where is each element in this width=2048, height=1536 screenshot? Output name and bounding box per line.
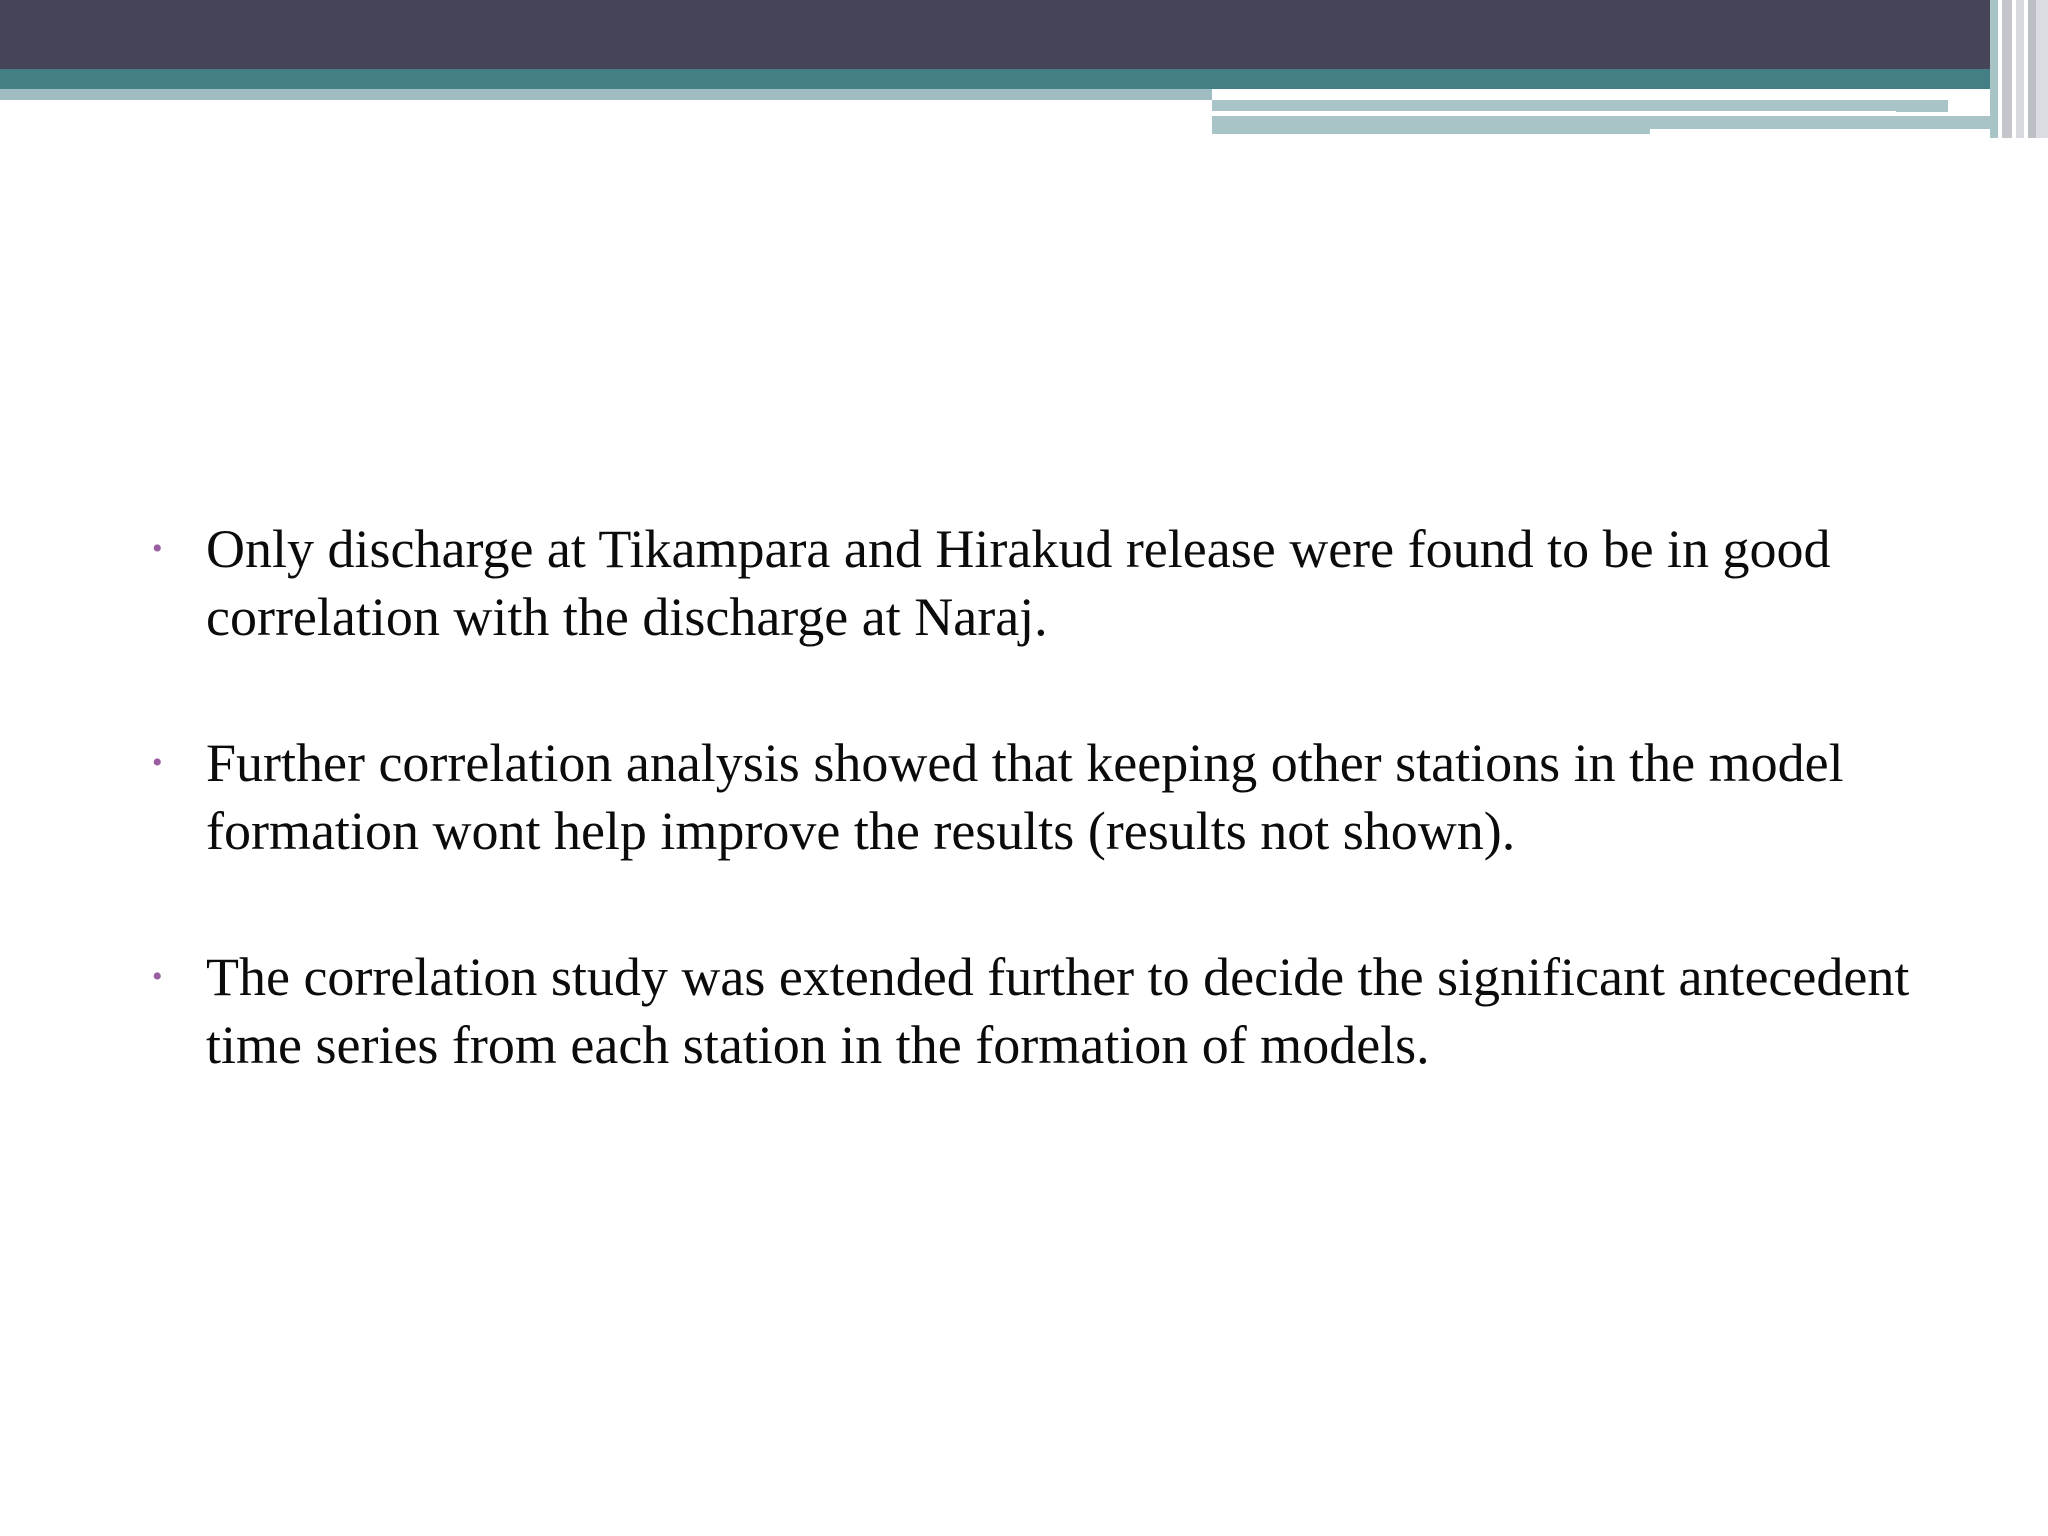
- bullet-text-3: The correlation study was extended further to decide the significant antecedent time series from each station in the formation of models.: [206, 947, 1910, 1075]
- bullet-list: [142, 515, 1922, 1157]
- header-dark-band: [0, 0, 2048, 69]
- bullet-item-3: [142, 943, 1922, 1079]
- bullet-marker-2: •: [152, 746, 163, 779]
- bullet-text-1: Only discharge at Tikampara and Hirakud release were found to be in good correlation with the discharge at Naraj.: [206, 519, 1831, 647]
- header-teal-band: [0, 69, 2048, 89]
- bullet-marker-3: •: [152, 960, 163, 993]
- bullet-text-2: Further correlation analysis showed that keeping other stations in the model formation wont help improve the results (results not shown).: [206, 733, 1844, 861]
- stripe-7: [2028, 0, 2036, 138]
- header-white-lowest-line: [1650, 129, 2010, 135]
- bullet-item-2: [142, 729, 1922, 865]
- stripe-8: [2036, 0, 2048, 138]
- header-vertical-stripes: [1990, 0, 2048, 138]
- stripe-3: [2002, 0, 2012, 138]
- stripe-5: [2016, 0, 2024, 138]
- stripe-1: [1990, 0, 1998, 138]
- bullet-marker-1: •: [152, 532, 163, 565]
- header-light-band-left: [0, 89, 1212, 100]
- bullet-item-1: [142, 515, 1922, 651]
